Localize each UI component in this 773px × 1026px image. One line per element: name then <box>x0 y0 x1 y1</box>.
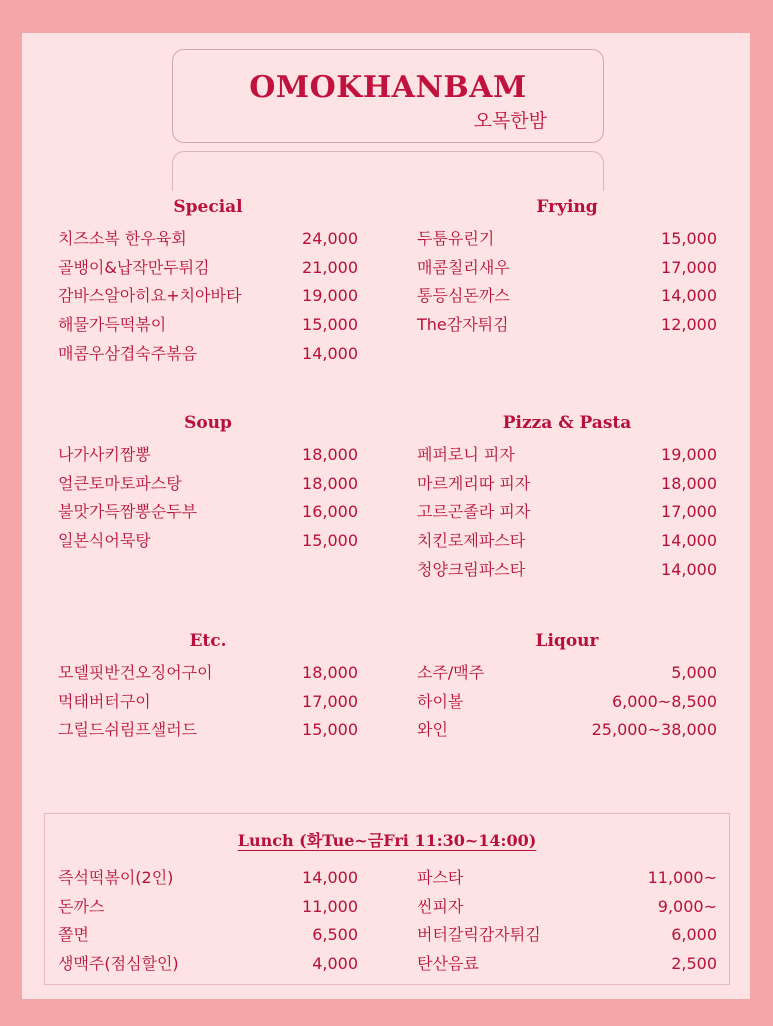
menu-item <box>58 225 358 254</box>
menu-item-name: 페퍼로니 피자 <box>417 445 515 464</box>
menu-item <box>417 441 717 470</box>
menu-item-name: 해물가득떡볶이 <box>58 315 167 335</box>
menu-item-name: 탄산음료 <box>417 954 479 974</box>
menu-item-name: 매콤칠리새우 <box>417 257 510 277</box>
menu-item <box>417 893 717 922</box>
menu-item-price: 14,000 <box>661 531 717 551</box>
menu-item <box>58 716 358 745</box>
menu-item <box>58 527 358 556</box>
menu-item-price: 14,000 <box>661 286 717 306</box>
menu-item-price: 17,000 <box>302 691 358 711</box>
menu-item <box>58 441 358 470</box>
restaurant-name: OMOKHANBAM <box>249 70 527 105</box>
soup-section <box>58 413 358 556</box>
menu-item <box>417 921 717 950</box>
menu-item-price: 9,000~ <box>657 896 717 916</box>
menu-item-name: 고르곤졸라 피자 <box>417 502 531 522</box>
menu-item <box>58 282 358 311</box>
menu-item-price: 6,000~8,500 <box>611 691 717 711</box>
menu-item-name: 와인 <box>417 720 448 740</box>
lunch-heading: Lunch (화Tue~금Fri 11:30~14:00) <box>237 831 537 850</box>
menu-item-price: 16,000 <box>302 502 358 522</box>
menu-item-name: 얼큰토마토파스탕 <box>58 473 182 493</box>
menu-item-price: 17,000 <box>661 502 717 522</box>
section-heading: Etc. <box>189 631 227 651</box>
menu-item-price: 18,000 <box>302 445 358 464</box>
menu-item-price: 21,000 <box>302 257 358 277</box>
menu-item <box>417 688 717 717</box>
menu-item <box>58 340 358 369</box>
menu-item-name: 먹태버터구이 <box>58 691 151 711</box>
menu-item <box>417 716 717 745</box>
lunch-left-list <box>58 864 358 979</box>
menu-item <box>417 950 717 979</box>
menu-item-price: 14,000 <box>302 868 358 887</box>
menu-item-name: 골뱅이&납작만두튀김 <box>58 257 210 277</box>
menu-item-price: 11,000~ <box>647 868 717 887</box>
menu-item-name: 치킨로제파스타 <box>417 531 526 551</box>
menu-item-name: 통등심돈까스 <box>417 286 510 306</box>
menu-item-name: 모델핏반건오징어구이 <box>58 663 213 682</box>
menu-item-price: 18,000 <box>302 473 358 493</box>
menu-item-price: 11,000 <box>302 896 358 916</box>
pizza-pasta-section <box>417 413 717 584</box>
special-section <box>58 197 358 368</box>
menu-item <box>58 498 358 527</box>
menu-item-price: 19,000 <box>661 445 717 464</box>
menu-item <box>58 688 358 717</box>
etc-section <box>58 631 358 745</box>
menu-item-name: 일본식어묵탕 <box>58 531 151 551</box>
menu-item <box>58 470 358 499</box>
menu-item-name: 파스타 <box>417 868 464 887</box>
menu-item-price: 5,000 <box>671 663 717 682</box>
menu-item-name: 감바스알아히요+치아바타 <box>58 286 242 306</box>
menu-item-price: 15,000 <box>661 229 717 248</box>
section-heading: Pizza & Pasta <box>502 413 632 433</box>
menu-item <box>58 311 358 340</box>
menu-item <box>417 254 717 283</box>
lunch-right-list <box>417 864 717 979</box>
menu-item-price: 19,000 <box>302 286 358 306</box>
menu-item-name: The감자튀김 <box>417 315 509 335</box>
item-list <box>58 441 358 556</box>
menu-item-price: 6,000 <box>671 925 717 945</box>
menu-item-price: 2,500 <box>671 954 717 974</box>
menu-sheet <box>22 33 750 999</box>
menu-item-price: 6,500 <box>312 925 358 945</box>
section-heading: Soup <box>184 413 232 433</box>
menu-item <box>58 950 358 979</box>
menu-item-price: 12,000 <box>661 315 717 335</box>
lunch-box <box>44 813 730 985</box>
menu-item-price: 15,000 <box>302 531 358 551</box>
menu-item <box>417 311 717 340</box>
menu-item <box>417 659 717 688</box>
menu-item-price: 14,000 <box>302 343 358 363</box>
menu-item-name: 두툼유린기 <box>417 229 495 248</box>
menu-item-name: 버터갈릭감자튀김 <box>417 925 541 945</box>
menu-item-name: 치즈소복 한우육회 <box>58 229 187 248</box>
section-heading: Frying <box>536 197 598 217</box>
menu-item-price: 15,000 <box>302 720 358 740</box>
menu-item-name: 즉석떡볶이(2인) <box>58 868 174 887</box>
restaurant-name-korean: 오목한밤 <box>473 110 547 132</box>
menu-item-name: 불맛가득짬뽕순두부 <box>58 502 198 522</box>
menu-item <box>417 527 717 556</box>
menu-item-price: 18,000 <box>302 663 358 682</box>
liquor-section <box>417 631 717 745</box>
menu-item-name: 씬피자 <box>417 896 464 916</box>
section-heading: Liqour <box>535 631 599 651</box>
menu-item <box>417 498 717 527</box>
menu-item-price: 14,000 <box>661 559 717 579</box>
menu-item <box>417 556 717 585</box>
menu-item <box>58 864 358 893</box>
menu-item-name: 그릴드쉬림프샐러드 <box>58 720 198 740</box>
decorative-tab <box>172 151 604 191</box>
menu-item-price: 18,000 <box>661 473 717 493</box>
menu-item-price: 25,000~38,000 <box>591 720 717 740</box>
menu-item-name: 청양크림파스타 <box>417 559 526 579</box>
menu-item-name: 나가사키짬뽕 <box>58 445 151 464</box>
menu-item-name: 매콤우삼겹숙주볶음 <box>58 343 198 363</box>
menu-item <box>58 921 358 950</box>
item-list <box>417 659 717 745</box>
menu-item-name: 소주/맥주 <box>417 663 485 682</box>
menu-item-price: 24,000 <box>302 229 358 248</box>
menu-item <box>417 225 717 254</box>
menu-item-name: 쫄면 <box>58 925 89 945</box>
title-box <box>172 49 604 143</box>
menu-item <box>417 864 717 893</box>
menu-item-name: 생맥주(점심할인) <box>58 954 179 974</box>
menu-item <box>58 254 358 283</box>
menu-item-price: 4,000 <box>312 954 358 974</box>
item-list <box>58 225 358 368</box>
menu-item-name: 돈까스 <box>58 896 105 916</box>
lunch-heading-wrap <box>45 828 729 851</box>
section-heading: Special <box>173 197 243 217</box>
menu-item-price: 17,000 <box>661 257 717 277</box>
item-list <box>417 225 717 340</box>
menu-item <box>58 659 358 688</box>
frying-section <box>417 197 717 340</box>
menu-item-price: 15,000 <box>302 315 358 335</box>
item-list <box>58 659 358 745</box>
item-list <box>417 441 717 584</box>
menu-item <box>417 282 717 311</box>
menu-item <box>417 470 717 499</box>
menu-item-name: 마르게리따 피자 <box>417 473 531 493</box>
menu-item-name: 하이볼 <box>417 691 464 711</box>
menu-item <box>58 893 358 922</box>
